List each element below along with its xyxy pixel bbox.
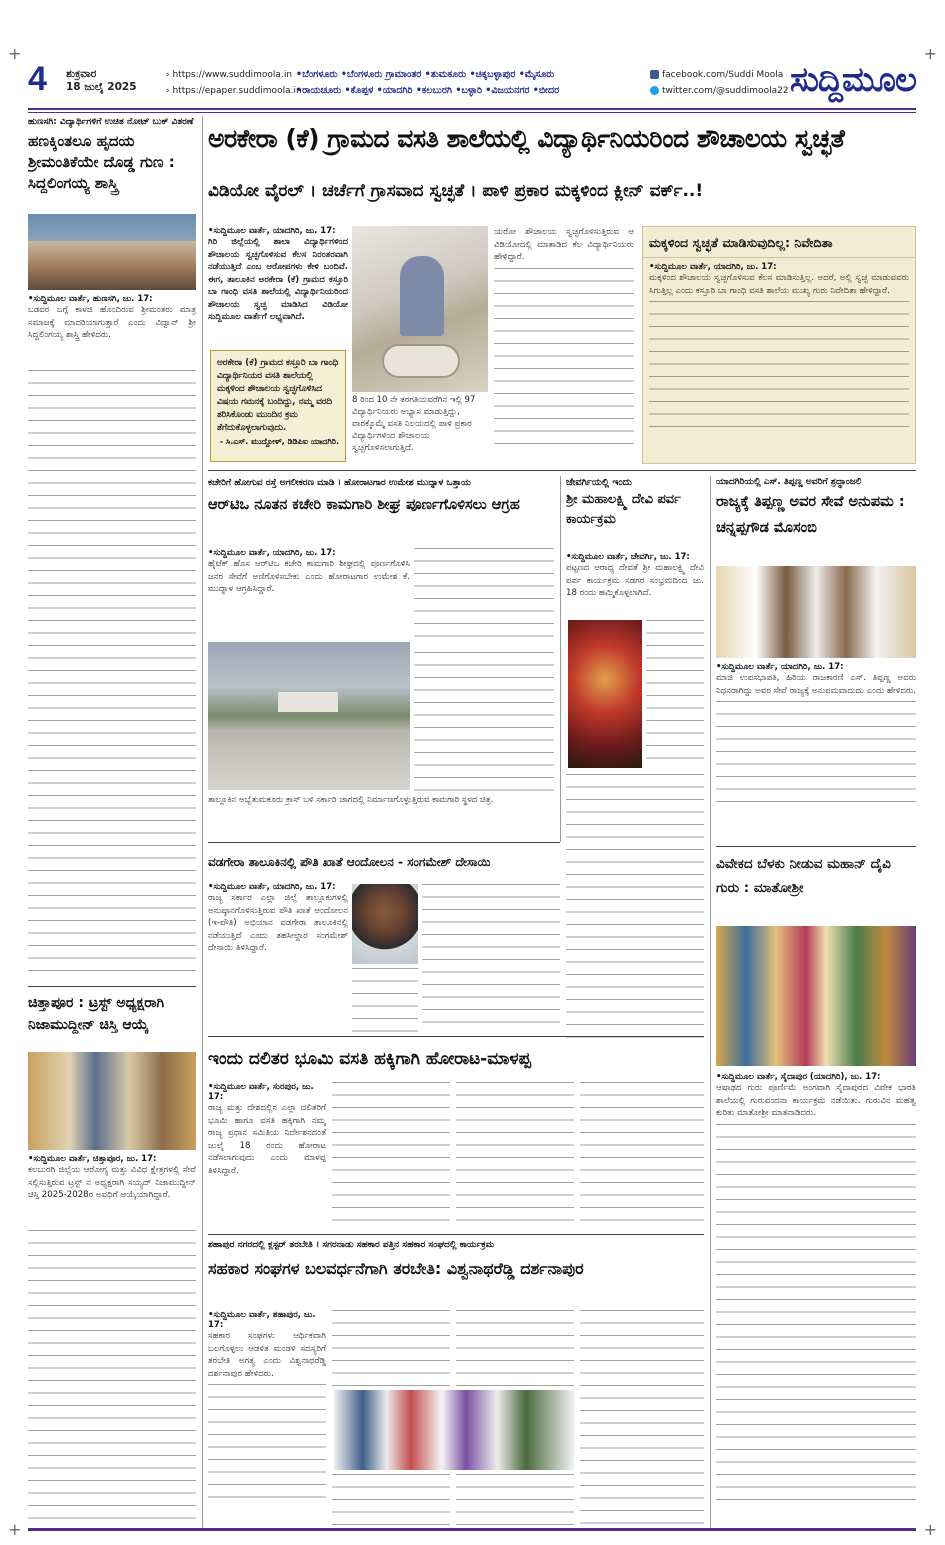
rto-headline: ಆರ್‌ಟಿಒ ನೂತನ ಕಚೇರಿ ಕಾಮಗಾರಿ ಶೀಘ್ರ ಪೂರ್ಣಗೊಳಿಸಲು ಆಗ್ರಹ [208,497,520,513]
vivekada-photo [716,926,916,1066]
temple-kicker: ಜೇವರ್ಗಿಯಲ್ಲಿ ಇಂದು [566,477,632,488]
sidebar-text-lines [649,301,909,431]
left-story2-byline: •ಸುದ್ದಿಮೂಲ ವಾರ್ತೆ, ಚಿತ್ತಾಪೂರ, ಜು. 17: [28,1154,157,1164]
main-subhead-box [208,172,916,212]
left-story-headline: ಹಣಕ್ಕಿಂತಲೂ ಹೃದಯ ಶ್ರೀಮಂತಿಕೆಯೇ ದೊಡ್ಡ ಗುಣ : ಸಿದ್ದಲಿಂಗಯ್ಯ ಶಾಸ್ತ್ರಿ [28,132,175,192]
issue-date: 18 ಜುಲೈ 2025 [66,81,137,93]
divider [28,986,196,987]
sahakara-byline: •ಸುದ್ದಿಮೂಲ ವಾರ್ತೆ, ಶಹಾಪುರ, ಜು. 17: [208,1310,316,1330]
vadagera-text: ರಾಜ್ಯ ಸರ್ಕಾರ ಎಲ್ಲಾ ಜಿಲ್ಲೆ ತಾಲ್ಲೂಕುಗಳಲ್ಲಿ ಅನುಷ್ಠಾನಗೊಳಿಸುತ್ತಿರುವ ಪೌತಿ ಖಾತೆ ಆಂದೋಲನ (ಇ-ಪೌತಿ) ಅಭಿಯಾನ ವಡಗೇರಾ ತಾಲೂಕಿನಲ್ಲಿ ನಡೆಯುತ್ತಿದೆ ಎಂದು ತಹಸೀಲ್ದಾರ ಸಂಗಮೇಶ್ ದೇಸಾಯಿ ತಿಳಿಸಿದ್ದಾರೆ. [208,893,348,953]
rto-col2-lines [414,548,554,648]
tippanna-kicker: ಯಾದಗಿರಿಯಲ್ಲಿ ಎಸ್. ತಿಪ್ಪಣ್ಣ ಅವರಿಗೆ ಶ್ರದ್ಧಾಂಜಲಿ [716,477,862,487]
vivekada-heading [716,852,916,924]
rto-col2 [414,548,554,648]
temple-body-lines [566,774,704,1040]
main-story-col1 [208,226,348,346]
main-photo-caption: 8 ರಿಂದ 10 ನೇ ತರಗತಿಯವರೆಗಿನ ಇಲ್ಲಿ 97 ವಿದ್ಯಾರ್ಥಿನಿಯರು ಅಭ್ಯಾಸ ಮಾಡುತ್ತಿದ್ದು, ವಾರಕ್ಕೊಮ್ಮೆ ವಸತಿ ನಿಲಯದಲ್ಲಿ ಪಾಳಿ ಪ್ರಕಾರ ವಿದ್ಯಾರ್ಥಿಗಳಿಂದ ಶೌಚಾಲಯ ಸ್ವಚ್ಛಗೊಳಿಸಲಾಗುತ್ತಿದೆ. [352,395,476,453]
rto-col2b [414,652,554,792]
facebook-text: facebook.com/Suddi Moola [662,70,784,80]
vivekada-headline: ವಿವೇಕದ ಬೆಳಕು ನೀಡುವ ಮಹಾನ್ ದೈವಿ ಗುರು : ಮಾತೋಶ್ರೀ [716,856,891,896]
masthead [28,62,916,104]
dalit-col4 [580,1082,704,1230]
sidebar-text: ಮಕ್ಕಳಿಂದ ಶೌಚಾಲಯ ಸ್ವಚ್ಛಗೊಳಿಸುವ ಕೆಲಸ ಮಾಡಿಸುತ್ತಿಲ್ಲ. ಅದರೆ, ಅಲ್ಲಿ ಸ್ವಚ್ಛ ಮಾಡುವವರು ಸಿಗುತ್ತಿಲ್ಲ ಎಂದು ಕಸ್ತೂರಿ ಬಾ ಗಾಂಧಿ ವಸತಿ ಶಾಲೆಯ ಮುಖ್ಯ ಗುರು ನಿವೇದಿತಾ ಹೇಳಿದ್ದಾರೆ. [649,273,909,296]
sahakara-col3 [456,1310,574,1386]
sahakara-heading [208,1238,704,1308]
main-story-col3-lines [494,268,634,453]
tippanna-body [716,662,916,842]
website-link[interactable]: › https://www.suddimoola.in [166,70,293,80]
column-divider [710,846,711,1530]
left-story-text: ಬಡವರ ಬಗ್ಗೆ ಕಾಳಜಿ ಹೊಂದಿರುವ ಶ್ರೀಮಂತರು ಮಾತ್ರ ಸಮಾಜಕ್ಕೆ ಮಾದರಿಯಾಗುತ್ತಾರೆ ಎಂದು ವಿದ್ವಾನ್ ಶ್ರೀ ಸಿದ್ದಲಿಂಗಯ್ಯ ಶಾಸ್ತ್ರಿ ಹೇಳಿದರು. [28,305,196,340]
pull-quote-source: - ಸಿ.ಎಸ್. ಮುದ್ದೋಳ್, ಡಿಡಿಪಿಐ ಯಾದಗಿರಿ. [219,437,339,446]
sahakara-col2 [332,1310,450,1386]
temple-photo [568,620,642,768]
divider [208,1234,704,1235]
dalit-col3-lines [456,1082,574,1230]
crop-mark: + [8,44,22,63]
left-story-heading [28,116,196,211]
sahakara-col3b-lines [456,1474,574,1530]
tippanna-photo [716,566,916,658]
vivekada-text: ಆಷಾಢದ ಗುರು ಪೂರ್ಣಿಮೆ ಅಂಗವಾಗಿ ಸೈದಾಪುರದ ವಿವೇಕ ಭಾರತಿ ಶಾಲೆಯಲ್ಲಿ ಗುರುವಂದನಾ ಕಾರ್ಯಕ್ರಮ ನಡೆಯಿತು. ಗುರುವಿನ ಮಹತ್ವ ಕುರಿತು ಮಾತೋಶ್ರೀ ಮಾತನಾಡಿದರು. [716,1083,916,1118]
dalit-col3 [456,1082,574,1230]
rto-photo-caption: ತಾಲ್ಲೂಕಿನ ಅಬ್ಬೆತುಮಕೂರು ಕ್ರಾಸ್ ಬಳಿ ಸರ್ಕಾರಿ ಜಾಗದಲ್ಲಿ ನಿರ್ಮಾಣಗೊಳ್ಳುತ್ತಿರುವ ಕಾಮಗಾರಿ ಸ್ಥಳದ ಚಿತ್ರ. [208,795,494,805]
main-story-byline: •ಸುದ್ದಿಮೂಲ ವಾರ್ತೆ, ಯಾದಗಿರಿ, ಜು. 17: [208,226,336,236]
page-number: 4 [28,60,47,98]
rto-col2b-lines [414,652,554,792]
crop-mark: + [8,1520,22,1539]
sahakara-col2b-lines [332,1474,450,1530]
dalit-headline: ಇಂದು ದಲಿತರ ಭೂಮಿ ವಸತಿ ಹಕ್ಕಿಗಾಗಿ ಹೋರಾಟ-ಮಾಳಪ್ಪ [208,1049,531,1069]
twitter-text: twitter.com/@suddimoola22 [662,86,789,96]
vivekada-byline: •ಸುದ್ದಿಮೂಲ ವಾರ್ತೆ, ಸೈದಾಪುರ (ಯಾದಗಿರಿ), ಜು. 17: [716,1072,881,1082]
left-story-text-lines [28,370,196,975]
vadagera-byline: •ಸುದ್ದಿಮೂಲ ವಾರ್ತೆ, ಯಾದಗಿರಿ, ಜು. 17: [208,882,336,892]
dalit-col1 [208,1082,326,1232]
photo-figure [400,256,444,336]
rto-text: ಹೈಟೆಕ್ ಹೊಸ ಆರ್‌ಟಿಒ ಕಚೇರಿ ಕಾಮಗಾರಿ ಶೀಘ್ರದಲ್ಲಿ ಪೂರ್ಣಗೊಳಿಸಿ ಜನರ ಸೇವೆಗೆ ಅಣಿಗೊಳಿಸಬೇಕು ಎಂದು ಹೋರಾಟಗಾರ ಉಮೇಶ ಕೆ. ಮುದ್ನಾಳ ಆಗ್ರಹಿಸಿದ್ದಾರೆ. [208,559,410,594]
temple-text: ಪಟ್ಟಣದ ಆರಾಧ್ಯ ದೇವತೆ ಶ್ರೀ ಮಹಾಲಕ್ಷ್ಮಿ ದೇವಿ ಪರ್ವ ಕಾರ್ಯಕ್ರಮ ಸಡಗರ ಸಂಭ್ರಮದಿಂದ ಜು. 18 ರಂದು ಹಮ್ಮಿಕೊಳ್ಳಲಾಗಿದೆ. [566,563,704,598]
tippanna-byline: •ಸುದ್ದಿಮೂಲ ವಾರ್ತೆ, ಯಾದಗಿರಿ, ಜು. 17: [716,662,844,672]
sahakara-col4 [580,1310,704,1530]
left-story2-headline: ಚಿತ್ತಾಪೂರ : ಟ್ರಸ್ಟ್ ಅಧ್ಯಕ್ಷರಾಗಿ ನಿಜಾಮುದ್ದೀನ್ ಚಿಸ್ತಿ ಆಯ್ಕೆ [28,995,165,1033]
footer-rule [28,1528,916,1531]
photo-building [278,692,338,712]
sidebar-headline: ಮಕ್ಕಳಿಂದ ಸ್ವಚ್ಛತೆ ಮಾಡಿಸುವುದಿಲ್ಲ: ನಿವೇದಿತಾ [643,227,915,258]
vadagera-col2 [422,884,560,1032]
rto-heading [208,476,554,544]
facebook-icon [650,70,659,79]
main-story-photo [352,226,488,392]
epaper-link[interactable]: › https://epaper.suddimoola.in [166,86,302,96]
sahakara-col1-lines [208,1384,326,1504]
sahakara-col3-lines [456,1310,574,1386]
divider [208,1036,704,1037]
vadagera-under-photo-lines [352,968,418,1032]
website-links [166,67,302,99]
left-story2-body [28,1154,196,1529]
tippanna-headline: ರಾಜ್ಯಕ್ಕೆ ತಿಪ್ಪಣ್ಣ ಅವರ ಸೇವೆ ಅನುಪಮ : ಚನ್ನಪ್ಪಗೌಡ ಮೊಸಂಬಿ [716,494,905,536]
vadagera-portrait [352,884,418,964]
temple-narrow-lines [646,620,704,770]
dalit-col2-lines [332,1082,450,1230]
sahakara-col3b [456,1474,574,1530]
sahakara-kicker: ಶಹಾಪುರ ನಗರದಲ್ಲಿ ಕ್ಲಸ್ಟರ್ ತರಬೇತಿ । ಸಗರನಾಡು ಸಹಕಾರ ಪತ್ತಿನ ಸಹಕಾರ ಸಂಘದಲ್ಲಿ ಕಾರ್ಯಕ್ರಮ [208,1240,495,1250]
vadagera-headline: ವಡಗೇರಾ ತಾಲೂಕಿನಲ್ಲಿ ಪೌತಿ ಖಾತೆ ಆಂದೋಲನ - ಸಂಗಮೇಶ್ ದೇಸಾಯಿ [208,855,491,869]
editions-line-2: •ರಾಯಚೂರು •ಕೊಪ್ಪಳ •ಯಾದಗಿರಿ •ಕಲಬುರಗಿ •ಬಳ್ಳಾರಿ •ವಿಜಯನಗರ •ಬೀದರ [296,85,560,96]
divider [208,470,916,471]
temple-body [566,774,704,1040]
temple-lede [566,552,704,616]
rto-photo [208,642,410,790]
tippanna-heading [716,476,916,564]
dalit-text: ರಾಜ್ಯ ಮತ್ತು ದೇಶದಲ್ಲಿನ ಎಲ್ಲಾ ದಲಿತರಿಗೆ ಭೂಮಿ ಹಾಗೂ ವಸತಿ ಹಕ್ಕಿಗಾಗಿ ನಮ್ಮ ರಾಜ್ಯ ಪ್ರಧಾನ ಸಮಿತಿಯ ನಿರ್ದೇಶನದಂತೆ ಜುಲೈ 18 ರಂದು ಹೋರಾಟ ನಡೆಸಲಾಗುವುದು ಎಂದು ಮಾಳಪ್ಪ ತಿಳಿಸಿದ್ದಾರೆ. [208,1103,326,1176]
weekday: ಶುಕ್ರವಾರ [66,68,97,80]
facebook-link[interactable] [650,67,789,83]
sahakara-headline: ಸಹಕಾರ ಸಂಘಗಳ ಬಲವರ್ಧನೆಗಾಗಿ ತರಬೇತಿ: ವಿಶ್ವನಾಥರೆಡ್ಡಿ ದರ್ಶನಾಪುರ [208,1259,584,1278]
vadagera-heading [208,848,560,878]
left-story2-text-lines [28,1230,196,1526]
temple-byline: •ಸುದ್ದಿಮೂಲ ವಾರ್ತೆ, ಜೇವರ್ಗಿ, ಜು. 17: [566,552,690,562]
vadagera-col2-lines [422,884,560,1032]
left-story2-text: ಕಲಬುರಗಿ ಜಿಲ್ಲೆಯ ಆರೋಗ್ಯ ಮತ್ತು ವಿವಿಧ ಕ್ಷೇತ್ರಗಳಲ್ಲಿ ಸೇವೆ ಸಲ್ಲಿಸುತ್ತಿರುವ ಟ್ರಸ್ಟ್ ನ ಅಧ್ಯಕ್ಷರಾಗಿ ಸಯ್ಯದ್ ನಿಜಾಮುದ್ದೀನ್ ಚಿಸ್ತಿ 2025-2028ರ ಅವಧಿಗೆ ಆಯ್ಕೆಯಾಗಿದ್ದಾರೆ. [28,1165,196,1200]
column-divider [560,476,561,842]
sidebar-byline: •ಸುದ್ದಿಮೂಲ ವಾರ್ತೆ, ಯಾದಗಿರಿ, ಜು. 17: [649,262,777,272]
tippanna-lines [716,701,916,813]
header-rule-thin [28,112,916,113]
left-story-photo [28,214,196,290]
sahakara-col2-lines [332,1310,450,1386]
column-divider [202,116,203,1529]
editions-line-1: •ಬೆಂಗಳೂರು •ಬೆಂಗಳೂರು ಗ್ರಾಮಾಂತರ •ತುಮಕೂರು •ಚಿಕ್ಕಬಳ್ಳಾಪುರ •ಮೈಸೂರು [296,69,555,80]
newspaper-logo: ಸುದ್ದಿಮೂಲ [790,60,916,100]
rto-kicker: ಕಚೇರಿಗೆ ಹೋಗುವ ರಸ್ತೆ ಅಗಲೀಕರಣ ಮಾಡಿ । ಹೋರಾಟಗಾರ ಉಮೇಶ ಮುದ್ನಾಳ ಒತ್ತಾಯ [208,478,471,488]
sahakara-text: ಸಹಕಾರ ಸಂಘಗಳು ಆರ್ಥಿಕವಾಗಿ ಬಲಗೊಳ್ಳಲು ಆಡಳಿತ ಮಂಡಳಿ ಸದಸ್ಯರಿಗೆ ತರಬೇತಿ ಅಗತ್ಯ ಎಂದು ವಿಶ್ವನಾಥರೆಡ್ಡಿ ದರ್ಶನಾಪುರ ಹೇಳಿದರು. [208,1331,326,1379]
main-subhead: ವಿಡಿಯೋ ವೈರಲ್ । ಚರ್ಚೆಗೆ ಗ್ರಾಸವಾದ ಸ್ವಚ್ಛತೆ । ಪಾಳಿ ಪ್ರಕಾರ ಮಕ್ಕಳಿಂದ ಕ್ಲೀನ್ ವರ್ಕ್..! [208,181,704,201]
twitter-link[interactable] [650,83,789,99]
main-story-col3-text: ಯರೋ ಶೌಚಾಲಯ ಸ್ವಚ್ಛಗೊಳಿಸುತ್ತಿರುವ ಆ ವಿಡಿಯೋದಲ್ಲಿ ಮಾತಾಡಿದ ಕೆಲ ವಿದ್ಯಾರ್ಥಿನಿಯರು ಹೇಳಿದ್ದಾರೆ. [494,227,634,262]
dalit-byline: •ಸುದ್ದಿಮೂಲ ವಾರ್ತೆ, ಸುರಪುರ, ಜು. 17: [208,1082,314,1102]
sahakara-col2b [332,1474,450,1530]
left-story-body [28,294,196,980]
divider [208,842,560,843]
vadagera-col1 [208,882,348,1032]
photo-toilet [382,344,460,378]
crop-mark: + [923,44,937,63]
sahakara-col1 [208,1310,326,1530]
pull-quote-text: ಅರಕೇರಾ (ಕೆ) ಗ್ರಾಮದ ಕಸ್ತೂರಿ ಬಾ ಗಾಂಧಿ ವಿದ್ಯಾರ್ಥಿನಿಯರ ವಸತಿ ಶಾಲೆಯಲ್ಲಿ ಮಕ್ಕಳಿಂದ ಶೌಚಾಲಯ ಸ್ವಚ್ಛಗೊಳಿಸಿದ ವಿಷಯ ಗಮನಕ್ಕೆ ಬಂದಿದ್ದು, ನಮ್ಮ ವರದಿ ತರಿಸಿಕೊಂಡು ಮುಂದಿನ ಕ್ರಮ ತೆಗೆದುಕೊಳ್ಳಲಾಗುವುದು. [217,358,339,433]
main-photo-caption-box [352,394,488,464]
main-headline: ಅರಕೇರಾ (ಕೆ) ಗ್ರಾಮದ ವಸತಿ ಶಾಲೆಯಲ್ಲಿ ವಿದ್ಯಾರ್ಥಿನಿಯರಿಂದ ಶೌಚಾಲಯ ಸ್ವಚ್ಛತೆ [208,124,845,153]
dalit-col4-lines [580,1082,704,1230]
twitter-icon [650,86,659,95]
main-story-col3 [494,226,634,462]
vivekada-lines [716,1124,916,1506]
tippanna-text: ಮಾಜಿ ಉಪಸಭಾಪತಿ, ಹಿರಿಯ ರಾಜಕಾರಣಿ ಎಸ್. ತಿಪ್ಪಣ್ಣ ಅವರು ನಿಧನರಾಗಿದ್ದು ಅವರ ಸೇವೆ ರಾಜ್ಯಕ್ಕೆ ಅನುಪಮವಾದುದು ಎಂದು ಹೇಳಿದರು. [716,673,916,696]
rto-caption-box [208,794,554,836]
left-story2-photo [28,1052,196,1150]
sahakara-photo [334,1390,574,1470]
sahakara-col4-lines [580,1310,704,1530]
temple-col-narrow [646,620,704,770]
temple-heading [566,476,704,548]
date-block [66,68,137,94]
social-links [650,67,789,99]
editions-list [296,67,559,99]
divider [716,846,916,847]
temple-headline: ಶ್ರೀ ಮಹಾಲಕ್ಷ್ಮಿ ದೇವಿ ಪರ್ವ ಕಾರ್ಯಕ್ರಮ [566,492,681,527]
left-story-byline: •ಸುದ್ದಿಮೂಲ ವಾರ್ತೆ, ಹುಣಸಗಿ, ಜು. 17: [28,294,153,304]
dalit-col2 [332,1082,450,1230]
dalit-heading [208,1042,704,1078]
main-headline-box [208,114,916,166]
vadagera-col-under-photo [352,968,418,1032]
rto-col1 [208,548,410,638]
vivekada-body [716,1072,916,1530]
sidebar-box [642,226,916,464]
left-story2-heading [28,992,196,1048]
header-rule [28,108,916,110]
pull-quote [210,350,346,462]
left-story-kicker: ಹುಣಸಗಿ: ವಿದ್ಯಾರ್ಥಿಗಳಿಗೆ ಉಚಿತ ನೋಟ್ ಬುಕ್ ವಿತರಣೆ [28,117,194,127]
main-story-lede: ಗಿರಿ ಜಿಲ್ಲೆಯಲ್ಲಿ ಶಾಲಾ ವಿದ್ಯಾರ್ಥಿಗಳಿಂದ ಶೌಚಾಲಯ ಸ್ವಚ್ಛಗೊಳಿಸುವ ಕೆಲಸ ನಿರಂತರವಾಗಿ ನಡೆಯುತ್ತಿದೆ ಎಂಬ ಆರೋಪಗಳು ಕೇಳಿ ಬಂದಿವೆ. ಈಗ, ತಾಲೂಕಿನ ಅರಕೇರಾ (ಕೆ) ಗ್ರಾಮದ ಕಸ್ತೂರಿ ಬಾ ಗಾಂಧಿ ವಸತಿ ಶಾಲೆಯಲ್ಲಿ ವಿದ್ಯಾರ್ಥಿನಿಯರಿಂದ ಶೌಚಾಲಯ ಸ್ವಚ್ಛ ಮಾಡಿಸಿದ ವಿಡಿಯೋ ಸುದ್ದಿಮೂಲ ವಾರ್ತೆಗೆ ಲಭ್ಯವಾಗಿದೆ. [208,237,348,322]
crop-mark: + [923,1520,937,1539]
rto-byline: •ಸುದ್ದಿಮೂಲ ವಾರ್ತೆ, ಯಾದಗಿರಿ, ಜು. 17: [208,548,336,558]
